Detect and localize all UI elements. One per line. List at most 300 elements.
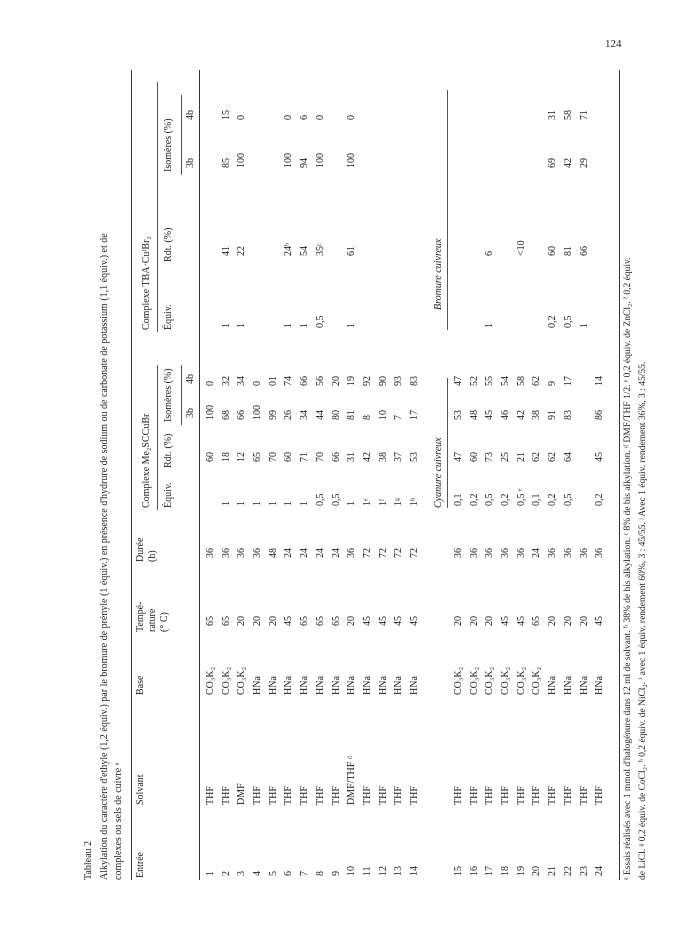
yield-me2scc-cell: 12 <box>236 452 248 462</box>
caption-bromure: Bromure cuivreux <box>433 238 444 310</box>
isomer-4b-tba-cell: 15 <box>220 110 232 120</box>
temperature-cell: 65 <box>299 616 311 626</box>
header-base: Base <box>135 675 146 695</box>
isomer-3b-me2scc-cell: 100 <box>205 405 216 420</box>
table-label: Tableau 2 <box>83 840 94 880</box>
isomer-3b-tba-column <box>203 153 423 168</box>
isomer-4b-tba-cell <box>376 110 392 120</box>
yield-me2scc-column <box>451 452 608 462</box>
isomer-3b-me2scc-cell: 7 <box>393 415 405 420</box>
yield-me2scc-cell: 53 <box>408 452 420 462</box>
equiv-tba-cell <box>498 316 514 329</box>
isomer-3b-me2scc-cell: 81 <box>346 410 358 420</box>
isomers1-rule <box>181 365 182 425</box>
header-solvent: Solvant <box>135 774 146 805</box>
isomer-3b-tba-cell <box>498 158 514 168</box>
solvent-cell: THF <box>531 786 543 805</box>
header-temp-1: Tempé- <box>135 601 146 632</box>
equiv-tba-cell <box>376 316 392 329</box>
entry-cell: 9 <box>330 871 342 876</box>
equiv-me2scc-cell: 1ᵉ <box>361 498 373 506</box>
base-cell: HNa <box>361 676 373 695</box>
isomer-4b-tba-cell <box>529 110 545 120</box>
header-group1: Complexe Me₂SCCuBr <box>141 413 152 508</box>
equiv-tba-cell <box>250 316 266 329</box>
temperature-cell: 65 <box>220 616 232 626</box>
duration-cell: 24 <box>299 548 311 558</box>
group1-rule <box>157 365 158 510</box>
isomer-3b-me2scc-cell: 46 <box>500 410 512 420</box>
entry-cell: 24 <box>594 866 606 876</box>
solvent-cell: THF <box>393 786 405 805</box>
equiv-me2scc-cell <box>577 488 593 506</box>
entry-cell: 11 <box>361 866 373 876</box>
isomer-4b-me2scc-cell: 0 <box>252 381 264 386</box>
yield-tba-cell <box>203 243 219 256</box>
temperature-cell: 20 <box>453 616 464 626</box>
temperature-cell: 20 <box>252 616 264 626</box>
isomer-4b-me2scc-cell: 58 <box>515 376 527 386</box>
equiv-me2scc-cell: 0,2 <box>547 493 559 506</box>
isomer-4b-tba-cell <box>250 110 266 120</box>
caption1-rule <box>447 378 448 508</box>
yield-me2scc-cell: 47 <box>453 452 464 462</box>
equiv-tba-cell <box>360 316 376 329</box>
duration-column <box>451 548 608 558</box>
isomer-3b-tba-cell <box>360 153 376 168</box>
solvent-cell: THF <box>515 786 527 805</box>
header-iso3b-2: 3b <box>185 158 196 168</box>
isomer-3b-tba-cell: 100 <box>236 153 248 168</box>
header-equiv-1: Équiv. <box>163 482 174 508</box>
isomer-3b-me2scc-column <box>203 405 423 420</box>
duration-cell: 24 <box>283 548 295 558</box>
solvent-cell: THF <box>205 786 216 805</box>
isomer-4b-tba-cell: 0 <box>283 115 295 120</box>
equiv-tba-cell <box>467 316 483 329</box>
isomer-3b-tba-column <box>451 158 608 168</box>
equiv-tba-cell: 1 <box>220 323 232 328</box>
isomer-3b-me2scc-cell: 17 <box>408 410 420 420</box>
isomer-3b-me2scc-cell: 83 <box>562 410 574 420</box>
duration-cell: 24 <box>531 548 543 558</box>
solvent-cell: DMF <box>236 783 248 805</box>
base-cell: CO₃K₂ <box>484 666 496 695</box>
isomer-4b-tba-cell <box>592 110 608 120</box>
solvent-cell: THF <box>252 786 264 805</box>
duration-cell: 36 <box>453 548 464 558</box>
equiv-me2scc-cell: 0,1 <box>531 493 543 506</box>
yield-tba-cell <box>498 240 514 256</box>
isomer-3b-tba-cell <box>529 158 545 168</box>
yield-me2scc-cell: 60 <box>468 452 480 462</box>
isomer-3b-me2scc-cell: 34 <box>299 410 311 420</box>
equiv-tba-cell: 0,5 <box>562 315 574 328</box>
temperature-cell: 20 <box>346 616 358 626</box>
isomer-4b-tba-cell <box>203 110 219 120</box>
equiv-tba-cell <box>592 316 608 329</box>
isomer-4b-me2scc-cell: 01 <box>267 376 279 386</box>
isomer-3b-me2scc-cell: 10 <box>377 410 389 420</box>
isomer-4b-tba-cell <box>391 110 407 120</box>
solvent-cell: DMF/THF ᵈ <box>346 756 358 805</box>
header-temp-3: (° C) <box>159 612 170 632</box>
entry-cell: 8 <box>314 871 326 876</box>
temperature-cell: 45 <box>515 616 527 626</box>
yield-tba-cell <box>407 243 423 256</box>
yield-me2scc-cell: 70 <box>314 452 326 462</box>
temperature-cell: 20 <box>562 616 574 626</box>
header-duration-1: Durée <box>135 537 146 562</box>
isomer-4b-me2scc-cell: 32 <box>220 376 232 386</box>
equiv-tba-cell <box>329 316 345 329</box>
equiv-tba-cell: 0,2 <box>547 315 559 328</box>
yield-tba-cell: <10 <box>515 240 527 256</box>
isomer-4b-me2scc-cell: 0 <box>205 381 216 386</box>
equiv-me2scc-cell: 1 <box>299 501 311 506</box>
base-cell: HNa <box>594 676 606 695</box>
yield-tba-cell: 61 <box>346 246 358 256</box>
solvent-cell: THF <box>468 786 480 805</box>
isomer-3b-tba-cell: 100 <box>314 153 326 168</box>
base-cell: CO₃K₂ <box>468 666 480 695</box>
isomer-4b-tba-cell <box>360 110 376 120</box>
equiv-me2scc-column <box>451 488 608 506</box>
isomer-3b-tba-cell <box>514 158 530 168</box>
yield-tba-cell <box>360 243 376 256</box>
header-entry: Entrée <box>135 851 146 878</box>
temperature-cell: 20 <box>547 616 559 626</box>
solvent-column <box>451 786 608 805</box>
entry-cell: 3 <box>236 871 248 876</box>
caption-cyanure: Cyanure cuivreux <box>433 437 444 508</box>
header-yield-2: Rdt. (%) <box>163 227 174 262</box>
equiv-me2scc-cell: 1 <box>220 501 232 506</box>
yield-tba-cell <box>391 243 407 256</box>
yield-tba-cell: 54 <box>299 246 311 256</box>
temperature-cell: 65 <box>314 616 326 626</box>
isomer-4b-me2scc-cell: 14 <box>594 376 606 386</box>
yield-me2scc-cell: 31 <box>346 452 358 462</box>
isomer-4b-tba-cell: 6 <box>299 115 311 120</box>
isomer-4b-tba-cell: 0 <box>314 115 326 120</box>
isomer-3b-me2scc-cell: 66 <box>236 410 248 420</box>
yield-me2scc-cell: 21 <box>515 452 527 462</box>
header-duration-2: (h) <box>147 550 158 562</box>
duration-cell: 36 <box>515 548 527 558</box>
isomer-3b-me2scc-cell: 26 <box>283 410 295 420</box>
duration-cell: 36 <box>220 548 232 558</box>
equiv-tba-cell: 1 <box>299 323 311 328</box>
table-title-line1: Alkylation du caractère d'ethyle (1,2 équiv.) par le bromure de prényle (1 équiv.) en présence d'hydrure de sodium ou de carbonate de potassium (1,1 équiv.) et de <box>99 233 110 880</box>
equiv-me2scc-cell: 1 <box>236 501 248 506</box>
header-equiv-2: Équiv. <box>163 304 174 330</box>
isomer-3b-me2scc-cell: 48 <box>468 410 480 420</box>
header-iso4b-2: 4b <box>185 110 196 120</box>
solvent-cell: THF <box>562 786 574 805</box>
yield-me2scc-cell: 66 <box>330 452 342 462</box>
yield-me2scc-column <box>203 452 423 462</box>
base-cell: HNa <box>578 676 590 695</box>
entry-cell: 19 <box>515 866 527 876</box>
isomer-4b-me2scc-cell: 90 <box>377 376 389 386</box>
base-cell: CO₃K₂ <box>500 666 512 695</box>
solvent-cell: THF <box>408 786 420 805</box>
temperature-cell: 65 <box>330 616 342 626</box>
isomer-4b-tba-cell <box>329 110 345 120</box>
duration-cell: 36 <box>562 548 574 558</box>
equiv-tba-cell <box>266 316 282 329</box>
isomer-3b-tba-cell: 100 <box>346 153 358 168</box>
base-cell: CO₃K₂ <box>515 666 527 695</box>
yield-me2scc-cell: 45 <box>594 452 606 462</box>
base-cell: CO₃K₂ <box>205 666 216 695</box>
isomer-4b-tba-cell: 31 <box>547 110 559 120</box>
equiv-me2scc-cell: 0,5 <box>562 493 574 506</box>
yield-tba-cell <box>529 240 545 256</box>
isomer-3b-me2scc-cell: 44 <box>314 410 326 420</box>
duration-cell: 36 <box>205 548 216 558</box>
isomer-3b-tba-cell <box>203 153 219 168</box>
yield-tba-cell: 24ᵇ <box>283 242 295 256</box>
isomer-3b-tba-cell <box>266 153 282 168</box>
isomer-3b-tba-cell <box>329 153 345 168</box>
duration-cell: 72 <box>408 548 420 558</box>
equiv-tba-column <box>451 316 608 329</box>
yield-tba-cell: 60 <box>547 246 559 256</box>
isomer-3b-me2scc-cell: 53 <box>453 410 464 420</box>
yield-tba-cell: 66 <box>578 246 590 256</box>
duration-cell: 72 <box>377 548 389 558</box>
yield-tba-cell <box>329 243 345 256</box>
duration-cell: 24 <box>330 548 342 558</box>
isomer-3b-tba-cell <box>467 158 483 168</box>
isomer-3b-tba-cell <box>407 153 423 168</box>
header-yield-1: Rdt. (%) <box>163 433 174 468</box>
entry-cell: 15 <box>453 866 464 876</box>
temperature-cell: 20 <box>236 616 248 626</box>
yield-tba-cell <box>451 240 467 256</box>
yield-me2scc-cell <box>577 452 593 462</box>
page-number: 124 <box>605 38 622 50</box>
isomer-3b-me2scc-cell: 91 <box>547 410 559 420</box>
equiv-tba-cell <box>514 316 530 329</box>
entry-cell: 7 <box>299 871 311 876</box>
equiv-tba-cell <box>391 316 407 329</box>
isomer-4b-me2scc-cell: 54 <box>500 376 512 386</box>
header-isomers-2: Isomères (%) <box>163 118 174 172</box>
yield-tba-cell <box>467 240 483 256</box>
solvent-cell: THF <box>578 786 590 805</box>
isomer-3b-me2scc-cell: 38 <box>531 410 543 420</box>
yield-tba-cell <box>250 243 266 256</box>
isomers2-rule <box>181 95 182 175</box>
isomer-4b-me2scc-cell: 47 <box>453 376 464 386</box>
isomer-3b-me2scc-cell: 45 <box>484 410 496 420</box>
solvent-cell: THF <box>220 786 232 805</box>
equiv-tba-cell: 0,5 <box>314 315 326 328</box>
isomer-4b-me2scc-cell <box>577 376 593 386</box>
equiv-me2scc-cell: 1 <box>252 501 264 506</box>
isomer-3b-tba-cell: 100 <box>283 153 295 168</box>
yield-me2scc-cell: 64 <box>562 452 574 462</box>
header-rule <box>199 70 200 880</box>
duration-cell: 48 <box>267 548 279 558</box>
isomer-4b-tba-cell <box>451 110 467 120</box>
entry-cell: 16 <box>468 866 480 876</box>
duration-cell: 24 <box>314 548 326 558</box>
entry-cell: 18 <box>500 866 512 876</box>
isomer-4b-me2scc-cell: 92 <box>361 376 373 386</box>
group2-rule <box>157 82 158 332</box>
yield-tba-cell <box>266 243 282 256</box>
isomer-3b-me2scc-cell: 100 <box>252 405 264 420</box>
base-cell: HNa <box>408 676 420 695</box>
yield-me2scc-cell: 38 <box>377 452 389 462</box>
equiv-me2scc-cell: 0,1 <box>453 493 464 506</box>
temperature-cell: 20 <box>468 616 480 626</box>
isomer-3b-me2scc-cell: 86 <box>594 410 606 420</box>
yield-tba-cell: 6 <box>484 251 496 256</box>
temperature-cell: 65 <box>205 616 216 626</box>
isomer-4b-me2scc-cell: 52 <box>468 376 480 386</box>
equiv-tba-cell <box>203 316 219 329</box>
yield-me2scc-cell: 73 <box>484 452 496 462</box>
temperature-cell: 45 <box>393 616 405 626</box>
isomer-4b-tba-cell: 0 <box>346 115 358 120</box>
duration-cell: 36 <box>500 548 512 558</box>
duration-cell: 36 <box>252 548 264 558</box>
footnote-line1: ᵃ Essais réalisés avec 1 mmol d'halogénure dans 12 ml de solvant. ᵇ 38% de bis alkylation. ᶜ 8% de bis alkylation. ᵈ DMF/THF 1/2. ᵉ 0,2 équiv. de ZnCl₂. ᶠ 0,2 équiv. <box>623 257 633 880</box>
yield-me2scc-cell: 37 <box>393 452 405 462</box>
entry-cell: 12 <box>377 866 389 876</box>
isomer-3b-tba-cell: 85 <box>220 158 232 168</box>
base-cell: HNa <box>299 676 311 695</box>
entry-cell: 10 <box>346 866 358 876</box>
yield-me2scc-cell: 25 <box>500 452 512 462</box>
table-title-line2: complexes ou sels de cuivre ᵃ <box>113 762 124 880</box>
isomer-4b-me2scc-cell: 20 <box>330 376 342 386</box>
solvent-cell: THF <box>330 786 342 805</box>
duration-cell: 36 <box>578 548 590 558</box>
isomer-4b-tba-cell <box>482 110 498 120</box>
isomer-3b-tba-cell <box>482 158 498 168</box>
yield-tba-cell: 35ᶜ <box>314 243 326 256</box>
base-cell: HNa <box>547 676 559 695</box>
yield-me2scc-cell: 65 <box>252 452 264 462</box>
isomer-4b-tba-cell <box>514 110 530 120</box>
entry-column <box>203 866 423 876</box>
yield-me2scc-cell: 70 <box>267 452 279 462</box>
entry-cell: 1 <box>205 871 216 876</box>
yield-tba-cell <box>376 243 392 256</box>
yield-tba-cell: 22 <box>236 246 248 256</box>
isomer-3b-tba-cell <box>376 153 392 168</box>
solvent-cell: THF <box>377 786 389 805</box>
header-temp-2: rature <box>147 608 158 632</box>
solvent-cell: THF <box>267 786 279 805</box>
isomer-4b-me2scc-cell: 56 <box>314 376 326 386</box>
yield-me2scc-cell: 71 <box>299 452 311 462</box>
header-iso3b-1: 3b <box>185 408 196 418</box>
header-iso4b-1: 4b <box>185 374 196 384</box>
equiv-tba-cell: 1 <box>236 323 248 328</box>
equiv-me2scc-cell: 1ᶠ <box>377 498 389 506</box>
entry-column <box>451 866 608 876</box>
temperature-cell: 45 <box>283 616 295 626</box>
isomer-4b-me2scc-cell: 93 <box>393 376 405 386</box>
yield-tba-cell: 81 <box>562 246 574 256</box>
base-column <box>203 667 423 695</box>
caption2-rule <box>447 90 448 330</box>
isomer-4b-tba-cell <box>407 110 423 120</box>
entry-cell: 20 <box>531 866 543 876</box>
temperature-cell: 45 <box>500 616 512 626</box>
base-cell: CO₃K₂ <box>236 666 248 695</box>
yield-tba-cell <box>592 240 608 256</box>
equiv-me2scc-cell: 1ᵍ <box>393 497 405 506</box>
top-rule <box>131 70 132 880</box>
temperature-cell: 65 <box>531 616 543 626</box>
yield-me2scc-cell: 18 <box>220 452 232 462</box>
base-cell: CO₃K₂ <box>220 666 232 695</box>
isomer-4b-tba-cell: 0 <box>236 115 248 120</box>
solvent-cell: THF <box>299 786 311 805</box>
table-body-section-1 <box>203 70 433 880</box>
solvent-cell: THF <box>500 786 512 805</box>
equiv-tba-column <box>203 316 423 329</box>
isomer-3b-tba-cell <box>391 153 407 168</box>
equiv-tba-cell <box>407 316 423 329</box>
equiv-me2scc-cell: 1ʰ <box>408 497 420 506</box>
duration-cell: 36 <box>236 548 248 558</box>
isomer-4b-me2scc-cell: 17 <box>562 376 574 386</box>
duration-cell: 36 <box>594 548 606 558</box>
isomer-4b-me2scc-cell: 74 <box>283 376 295 386</box>
yield-me2scc-cell: 60 <box>205 452 216 462</box>
base-cell: HNa <box>252 676 264 695</box>
base-cell: HNa <box>330 676 342 695</box>
isomer-3b-me2scc-column <box>451 410 608 420</box>
solvent-cell: THF <box>484 786 496 805</box>
isomer-3b-tba-cell: 29 <box>578 158 590 168</box>
isomer-3b-me2scc-cell: 99 <box>267 410 279 420</box>
entry-cell: 21 <box>547 866 559 876</box>
temperature-cell: 45 <box>408 616 420 626</box>
equiv-tba-cell: 1 <box>484 323 496 328</box>
isomer-4b-tba-cell <box>467 110 483 120</box>
yield-me2scc-cell: 60 <box>283 452 295 462</box>
equiv-tba-cell: 1 <box>578 323 590 328</box>
base-cell: CO₃K₂ <box>453 666 464 695</box>
isomer-3b-me2scc-cell: 80 <box>330 410 342 420</box>
equiv-me2scc-cell: 0,5 <box>314 493 326 506</box>
yield-tba-cell: 41 <box>220 246 232 256</box>
isomer-3b-me2scc-cell: 42 <box>515 410 527 420</box>
duration-cell: 36 <box>547 548 559 558</box>
base-cell: HNa <box>562 676 574 695</box>
isomer-4b-tba-cell: 71 <box>578 110 590 120</box>
isomer-3b-tba-cell <box>250 153 266 168</box>
base-cell: HNa <box>267 676 279 695</box>
equiv-me2scc-cell: 0,2 <box>468 493 480 506</box>
isomer-4b-me2scc-cell: 62 <box>531 376 543 386</box>
table-body-section-2 <box>451 70 616 880</box>
header-isomers-1: Isomères (%) <box>163 368 174 422</box>
base-cell: HNa <box>314 676 326 695</box>
entry-cell: 13 <box>393 866 405 876</box>
entry-cell: 2 <box>220 871 232 876</box>
